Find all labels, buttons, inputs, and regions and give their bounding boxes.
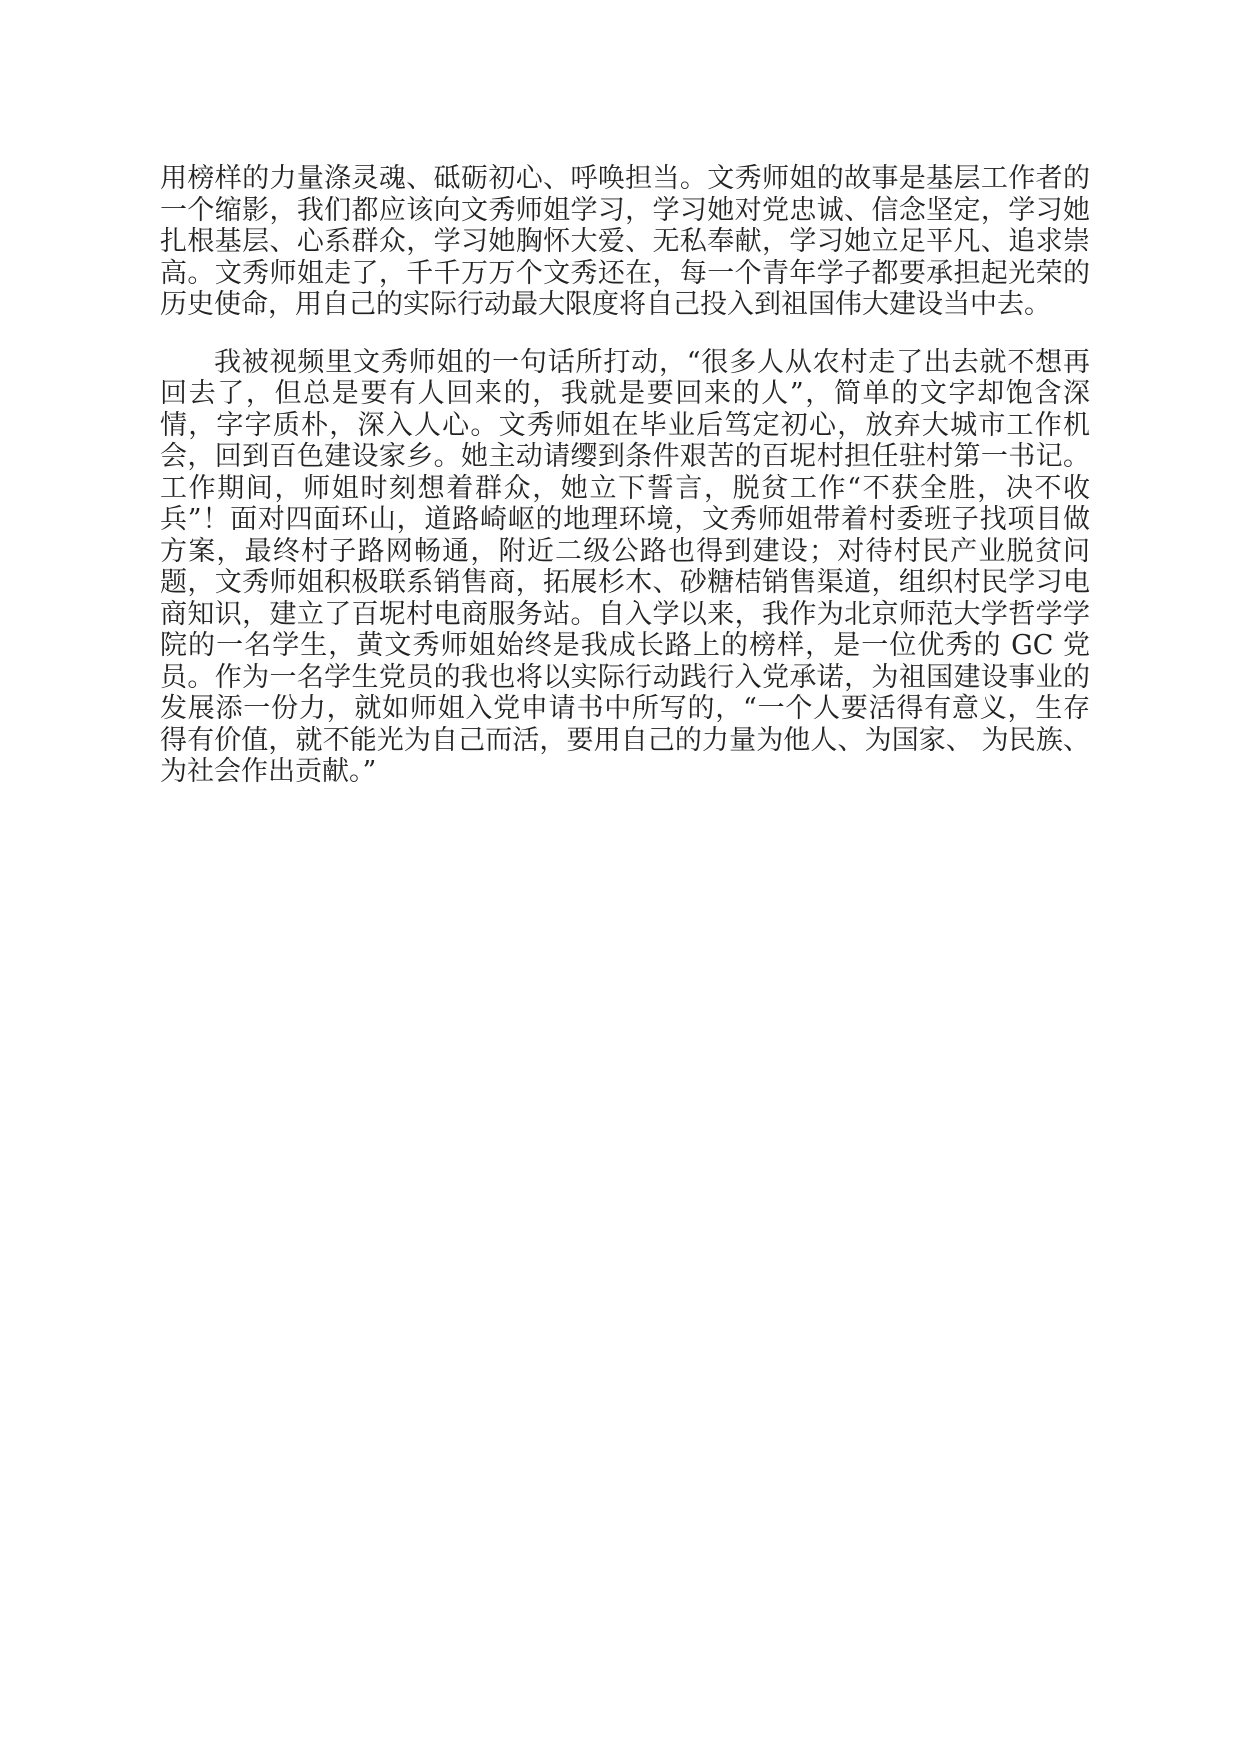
body-paragraph-1: 用榜样的力量涤灵魂、砥砺初心、呼唤担当。文秀师姐的故事是基层工作者的一个缩影，我们都应该向文秀师姐学习，学习她对党忠诚、信念坚定，学习她扎根基层、心系群众，学习她胸怀大爱、无私奉献，学习她立足平凡、追求崇高。文秀师姐走了，千千万万个文秀还在，每一个青年学子都要承担起光荣的历史使命，用自己的实际行动最大限度将自己投入到祖国伟大建设当中去。 xyxy=(160,163,1090,320)
document-body xyxy=(160,163,1090,788)
body-paragraph-2: 我被视频里文秀师姐的一句话所打动，“很多人从农村走了出去就不想再回去了，但总是要有人回来的，我就是要回来的人”，简单的文字却饱含深情，字字质朴，深入人心。文秀师姐在毕业后笃定初心，放弃大城市工作机会，回到百色建设家乡。她主动请缨到条件艰苦的百坭村担任驻村第一书记。工作期间，师姐时刻想着群众，她立下誓言，脱贫工作“不获全胜，决不收兵”！面对四面环山，道路崎岖的地理环境，文秀师姐带着村委班子找项目做方案，最终村子路网畅通，附近二级公路也得到建设；对待村民产业脱贫问题，文秀师姐积极联系销售商，拓展杉木、砂糖桔销售渠道，组织村民学习电商知识，建立了百坭村电商服务站。自入学以来，我作为北京师范大学哲学学院的一名学生，黄文秀师姐始终是我成长路上的榜样，是一位优秀的 GC 党员。作为一名学生党员的我也将以实际行动践行入党承诺，为祖国建设事业的发展添一份力，就如师姐入党申请书中所写的，“一个人要活得有意义，生存得有价值，就不能光为自己而活，要用自己的力量为他人、为国家、 为民族、为社会作出贡献。” xyxy=(160,346,1090,787)
